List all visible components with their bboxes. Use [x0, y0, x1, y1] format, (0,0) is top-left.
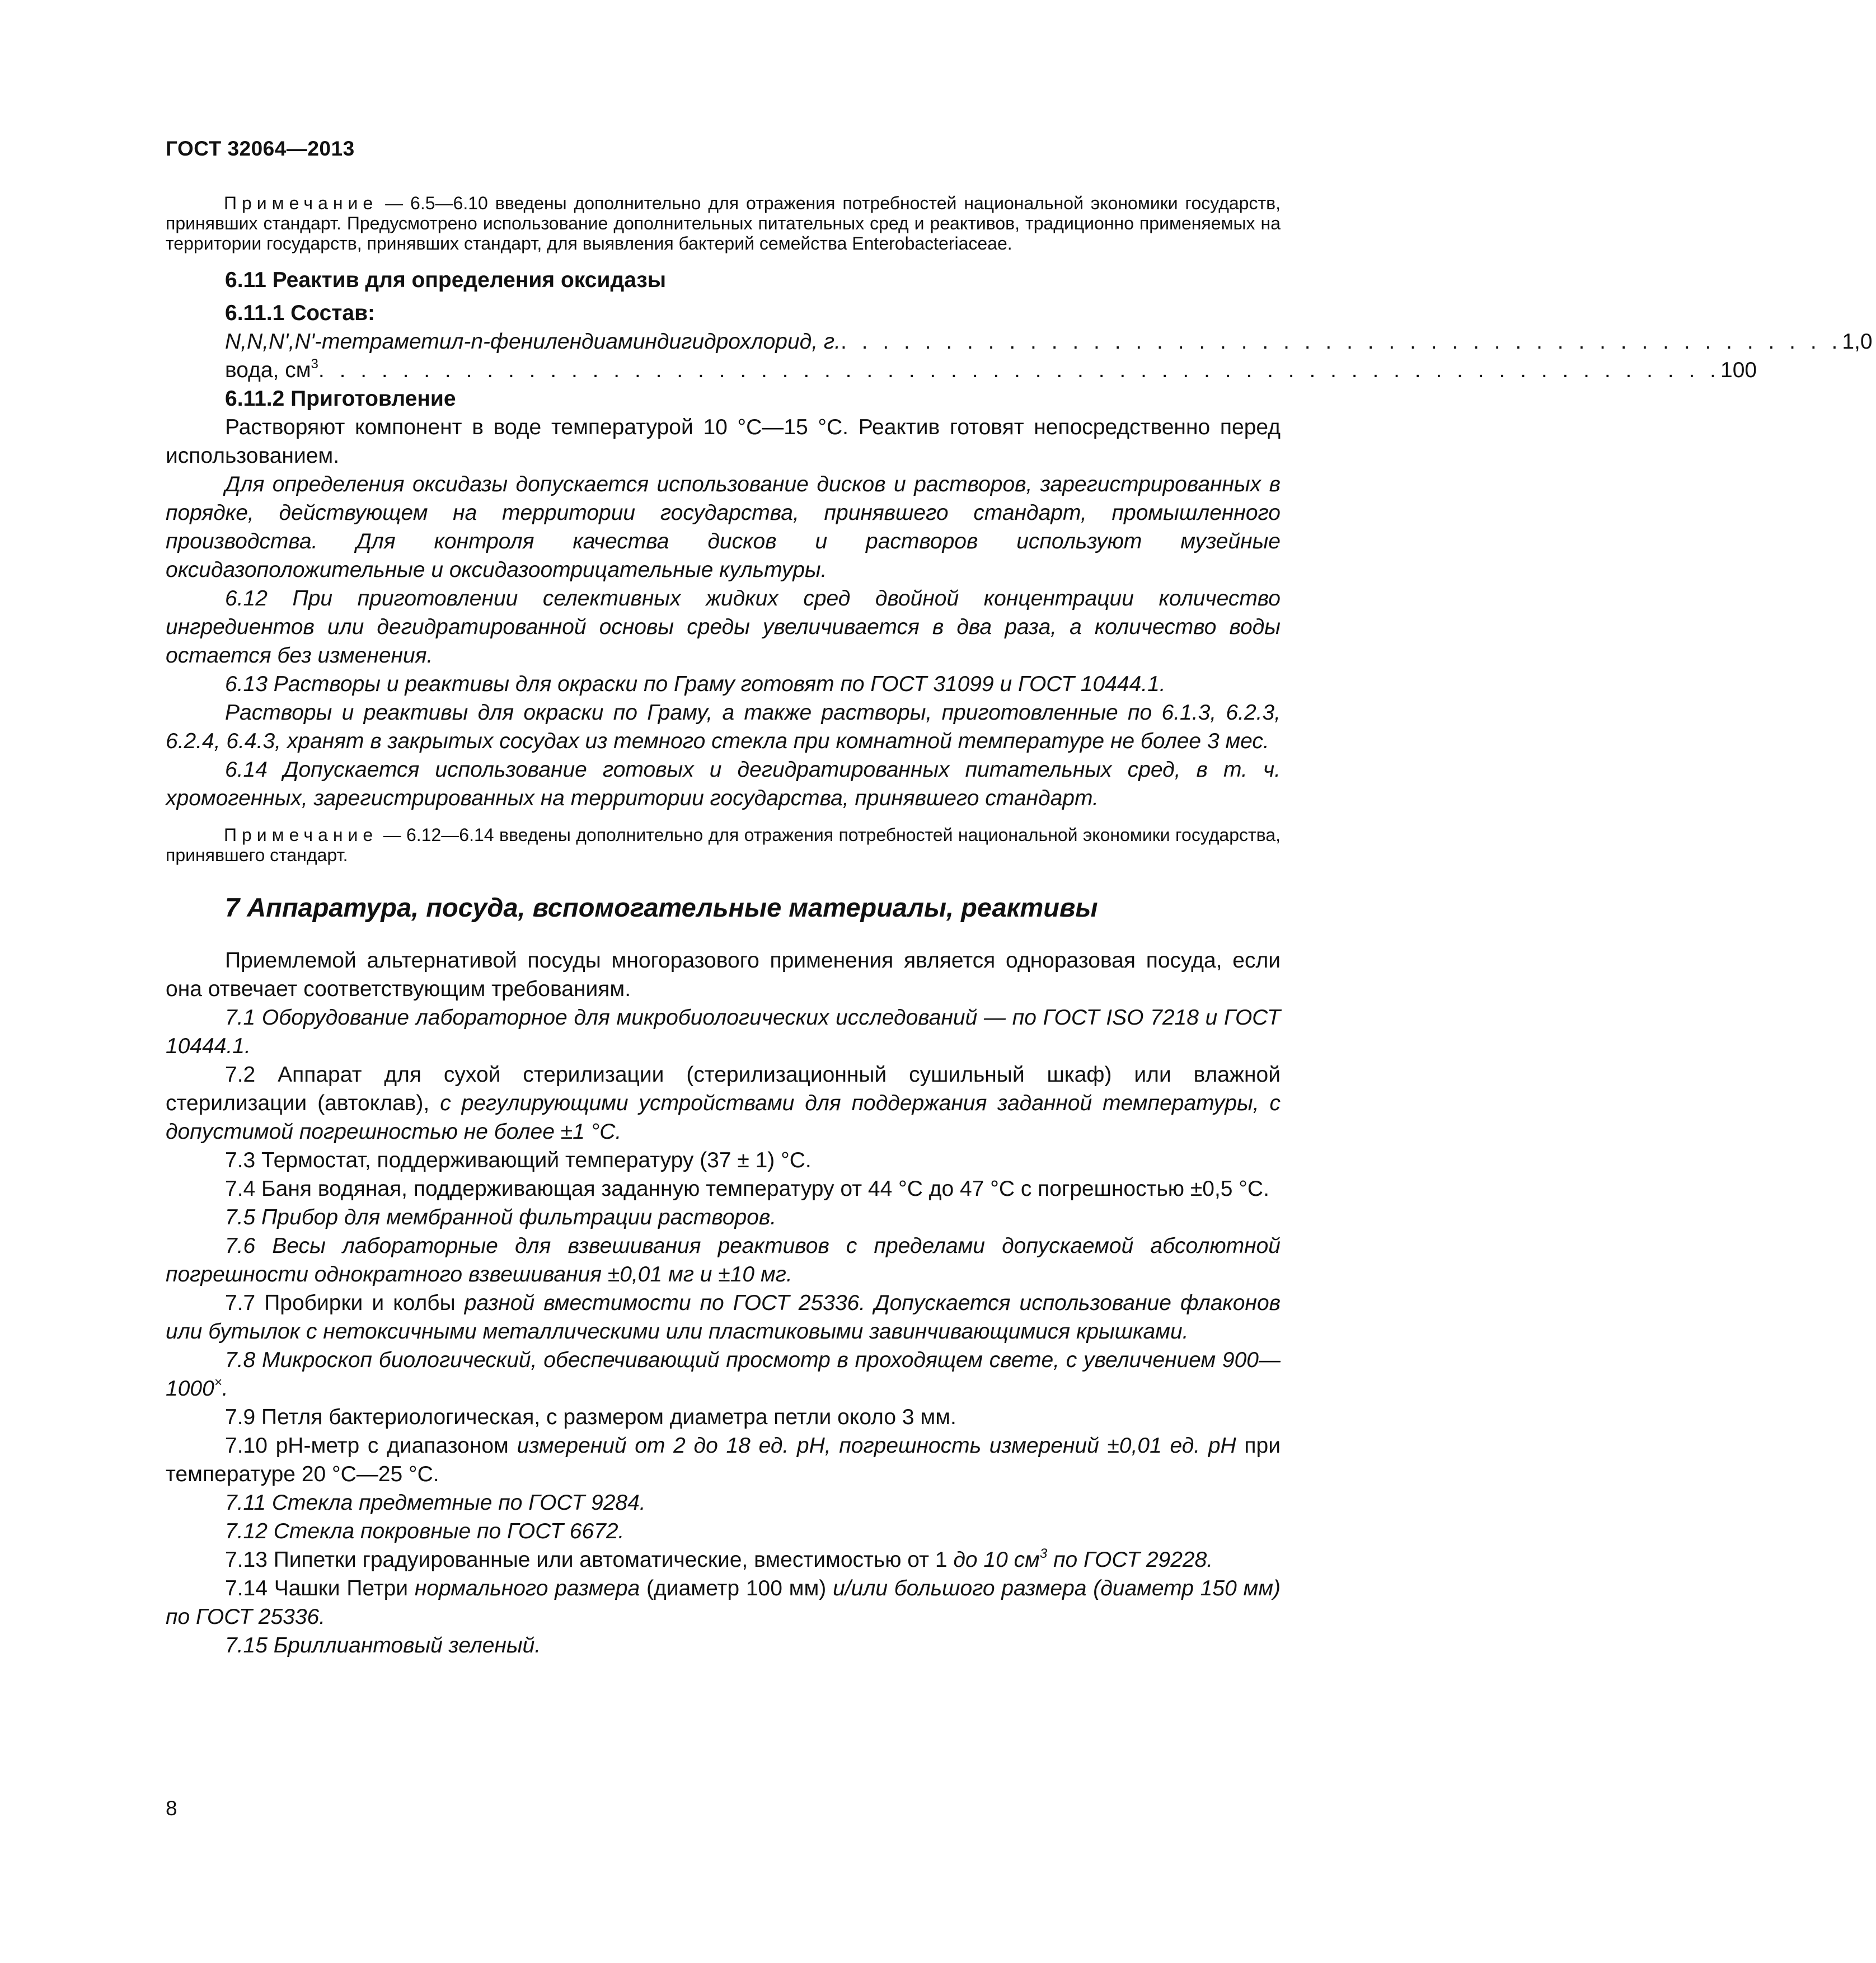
component-value: 100 — [1720, 358, 1757, 382]
paragraph-7-7: 7.7 Пробирки и колбы разной вместимости по ГОСТ 25336. Допускается использование флаконов или бутылок с нетоксичными металлическими или пластиковыми завинчивающимися крышками. — [166, 1291, 1281, 1344]
paragraph-7-14: 7.14 Чашки Петри нормального размера (диаметр 100 мм) и/или большого размера (диаметр 150 мм) по ГОСТ 25336. — [166, 1576, 1281, 1629]
paragraph-6-12: 6.12 При приготовлении селективных жидких сред двойной концентрации количество ингредиентов или дегидратированной основы среды увеличивается в два раза, а количество воды остается без изменения. — [166, 586, 1281, 668]
paragraph-7-8: 7.8 Микроскоп биологический, обеспечивающий просмотр в проходящем свете, с увеличением 900—1000×. — [166, 1348, 1281, 1401]
paragraph-7-10: 7.10 pH-метр с диапазоном измерений от 2 до 18 ед. pH, погрешность измерений ±0,01 ед. pH при температуре 20 °С—25 °С. — [166, 1434, 1281, 1486]
leader-dots: . . . . . . . . . . . . . . . . . . . . . . . . . . . . . . . . . . . . . . . . . . . . . . . . — [840, 330, 1842, 354]
paragraph-7-6: 7.6 Весы лабораторные для взвешивания реактивов с пределами допускаемой абсолютной погрешности однократного взвешивания ±0,01 мг и ±10 мг. — [166, 1234, 1281, 1286]
paragraph-7-12: 7.12 Стекла покровные по ГОСТ 6672. — [225, 1519, 625, 1543]
section-7-intro: Приемлемой альтернативой посуды многоразового применения является одноразовая посуда, если она отвечает соответствующим требованиям. — [166, 948, 1281, 1001]
component-name: вода, $см^3$ — [225, 356, 318, 382]
paragraph-7-15: 7.15 Бриллиантовый зеленый. — [225, 1633, 541, 1657]
document-number: ГОСТ 32064—2013 — [166, 137, 355, 160]
paragraph-7-13: 7.13 Пипетки градуированные или автоматические, вместимостью от 1 до 10 $см^3$ по ГОСТ 29228. — [225, 1546, 1213, 1572]
note-text: — 6.5—6.10 введены дополнительно для отражения потребностей национальной экономики государств, принявших стандарт. Предусмотрено использование дополнительных питательных сред и реактивов, традиционно применяемых на территории государств, принявших стандарт, для выявления бактерий семейства Enterobacteriaceae. — [166, 193, 1281, 253]
page-number: 8 — [166, 1797, 177, 1820]
composition-row — [166, 327, 1873, 356]
paragraph-6-13: 6.13 Растворы и реактивы для окраски по Граму готовят по ГОСТ 31099 и ГОСТ 10444.1. — [225, 672, 1166, 696]
paragraph-6-14: 6.14 Допускается использование готовых и дегидратированных питательных сред, в т. ч. хромогенных, зарегистрированных на территории государства, принявшего стандарт. — [166, 758, 1281, 810]
component-name: N,N,N',N'-тетраметил-n-фенилендиаминдигидрохлорид, г. — [225, 330, 841, 354]
paragraph-7-9: 7.9 Петля бактериологическая, с размером диаметра петли около 3 мм. — [225, 1405, 956, 1429]
oxidase-discs-text: Для определения оксидазы допускается использование дисков и растворов, зарегистрированных в порядке, действующем на территории государства, принявшего стандарт, промышленного производства. Для контроля качества дисков и растворов используют музейные оксидазоположительные и оксидазоотрицательные культуры. — [166, 472, 1281, 582]
paragraph-7-1: 7.1 Оборудование лабораторное для микробиологических исследований — по ГОСТ ISO 7218 и ГОСТ 10444.1. — [166, 1006, 1281, 1058]
note-text: — 6.12—6.14 введены дополнительно для отражения потребностей национальной экономики государства, принявшего стандарт. — [166, 825, 1281, 865]
paragraph-7-11: 7.11 Стекла предметные по ГОСТ 9284. — [225, 1491, 646, 1515]
composition-row — [166, 356, 1757, 384]
component-value: 1,0 — [1842, 330, 1873, 354]
preparation-text: Растворяют компонент в воде температурой 10 °С—15 °С. Реактив готовят непосредственно перед использованием. — [166, 415, 1281, 468]
leader-dots: . . . . . . . . . . . . . . . . . . . . . . . . . . . . . . . . . . . . . . . . . . . . . . . . . . . . . . . . . . . . . . . . . . . — [318, 358, 1721, 382]
section-7-title: 7 Аппаратура, посуда, вспомогательные материалы, реактивы — [225, 893, 1098, 922]
page-content — [166, 193, 1873, 1660]
paragraph-6-13-storage: Растворы и реактивы для окраски по Граму, а также растворы, приготовленные по 6.1.3, 6.2.3, 6.2.4, 6.4.3, хранят в закрытых сосудах из темного стекла при комнатной температуре не более 3 мес. — [166, 701, 1281, 753]
note-6-12-6-14 — [166, 825, 1281, 865]
paragraph-7-5: 7.5 Прибор для мембранной фильтрации растворов. — [225, 1205, 777, 1229]
section-6-11-title: 6.11 Реактив для определения оксидазы — [225, 268, 667, 292]
paragraph-7-3: 7.3 Термостат, поддерживающий температуру (37 ± 1) °С. — [225, 1148, 812, 1172]
note-label: Примечание — [224, 825, 378, 845]
note-6-5-6-10 — [166, 193, 1281, 253]
note-label: Примечание — [224, 193, 378, 213]
subsection-6-11-1-title: 6.11.1 Состав: — [225, 301, 376, 325]
paragraph-7-4: 7.4 Баня водяная, поддерживающая заданную температуру от 44 °С до 47 °С с погрешностью ±0,5 °С. — [225, 1177, 1269, 1201]
paragraph-7-2: 7.2 Аппарат для сухой стерилизации (стерилизационный сушильный шкаф) или влажной стерилизации (автоклав), с регулирующими устройствами для поддержания заданной температуры, с допустимой погрешностью не более ±1 °С. — [166, 1063, 1281, 1144]
subsection-6-11-2-title: 6.11.2 Приготовление — [225, 387, 456, 411]
